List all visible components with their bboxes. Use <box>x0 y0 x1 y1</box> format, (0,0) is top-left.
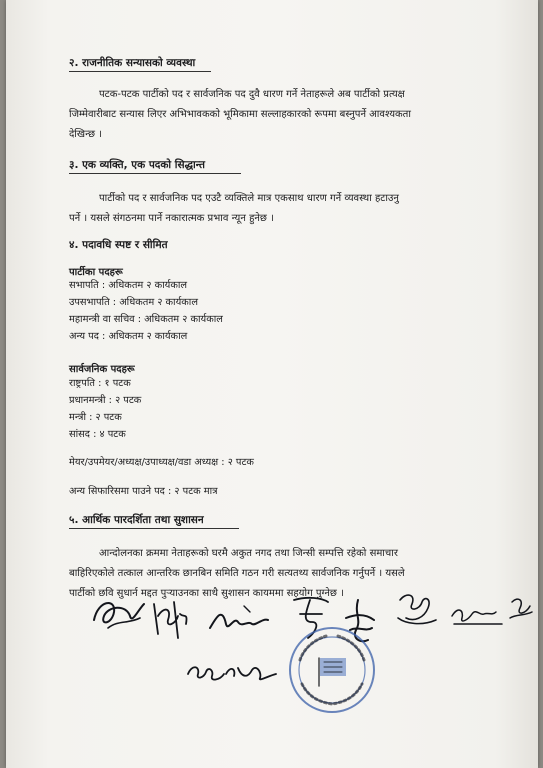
signature-7 <box>446 590 536 632</box>
section-2-line-2: जिम्मेवारीबाट सन्यास लिएर अभिभावकको भूमिकामा सल्लाहकारको रूपमा बस्नुपर्ने आवश्यकता <box>69 109 411 120</box>
section-2-line-3: देखिन्छ । <box>69 129 102 140</box>
section-4-heading: ४. पदावधि स्पष्ट र सीमित <box>69 239 168 251</box>
section-5-line-3: पार्टीको छवि सुधार्न मद्दत पुऱ्याउनका साथै सुशासन कायममा सहयोग पुग्नेछ । <box>69 588 344 599</box>
section-2-heading: २. राजनीतिक सन्यासको व्यवस्था <box>69 57 196 69</box>
section-5-line-2: बाहिरिएकोले तत्काल आन्तरिक छानबिन समिति गठन गरी सत्यतथ्य सार्वजनिक गर्नुपर्ने । यसले <box>69 568 405 579</box>
signature-2 <box>148 594 192 642</box>
section-5-heading-underline <box>69 528 239 529</box>
section-3-heading: ३. एक व्यक्ति, एक पदको सिद्धान्त <box>69 159 205 171</box>
local-posts-line: मेयर/उपमेयर/अध्यक्ष/उपाध्यक्ष/वडा अध्यक्ष : २ पटक <box>69 457 254 468</box>
signature-6 <box>392 588 442 630</box>
document-page <box>6 0 538 768</box>
signature-1 <box>88 590 148 636</box>
section-3-heading-underline <box>69 173 241 174</box>
signature-8 <box>182 654 282 686</box>
public-post-item: सांसद : ४ पटक <box>69 429 126 440</box>
party-post-item: महामन्त्री वा सचिव : अधिकतम २ कार्यकाल <box>69 314 223 325</box>
section-5-heading: ५. आर्थिक पारदर्शिता तथा सुशासन <box>69 514 204 526</box>
signature-3 <box>204 598 274 638</box>
section-5-line-1: आन्दोलनका क्रममा नेताहरूको घरमै अकुत नगद तथा जिन्सी सम्पत्ति रहेको समाचार <box>99 548 398 559</box>
public-post-item: मन्त्री : २ पटक <box>69 412 122 423</box>
section-2-heading-underline <box>69 71 211 72</box>
other-posts-line: अन्य सिफारिसमा पाउने पद : २ पटक मात्र <box>69 486 218 497</box>
public-post-item: प्रधानमन्त्री : २ पटक <box>69 395 142 406</box>
section-3-line-1: पार्टीको पद र सार्वजनिक पद एउटै व्यक्तिले मात्र एकसाथ धारण गर्ने व्यवस्था हटाउनु <box>99 193 399 204</box>
party-post-item: सभापति : अधिकतम २ कार्यकाल <box>69 280 188 291</box>
public-posts-title: सार्वजनिक पदहरू <box>69 364 135 375</box>
section-3-line-2: पर्ने । यसले संगठनमा पार्ने नकारात्मक प्रभाव न्यून हुनेछ । <box>69 213 274 224</box>
public-post-item: राष्ट्रपति : १ पटक <box>69 378 131 389</box>
party-post-item: उपसभापति : अधिकतम २ कार्यकाल <box>69 297 198 308</box>
party-posts-title: पार्टीका पदहरू <box>69 267 123 278</box>
section-2-line-1: पटक-पटक पार्टीको पद र सार्वजनिक पद दुवै धारण गर्ने नेताहरूले अब पार्टीको प्रत्यक्ष <box>99 89 405 100</box>
party-seal-stamp <box>286 624 378 716</box>
party-post-item: अन्य पद : अधिकतम २ कार्यकाल <box>69 331 188 342</box>
